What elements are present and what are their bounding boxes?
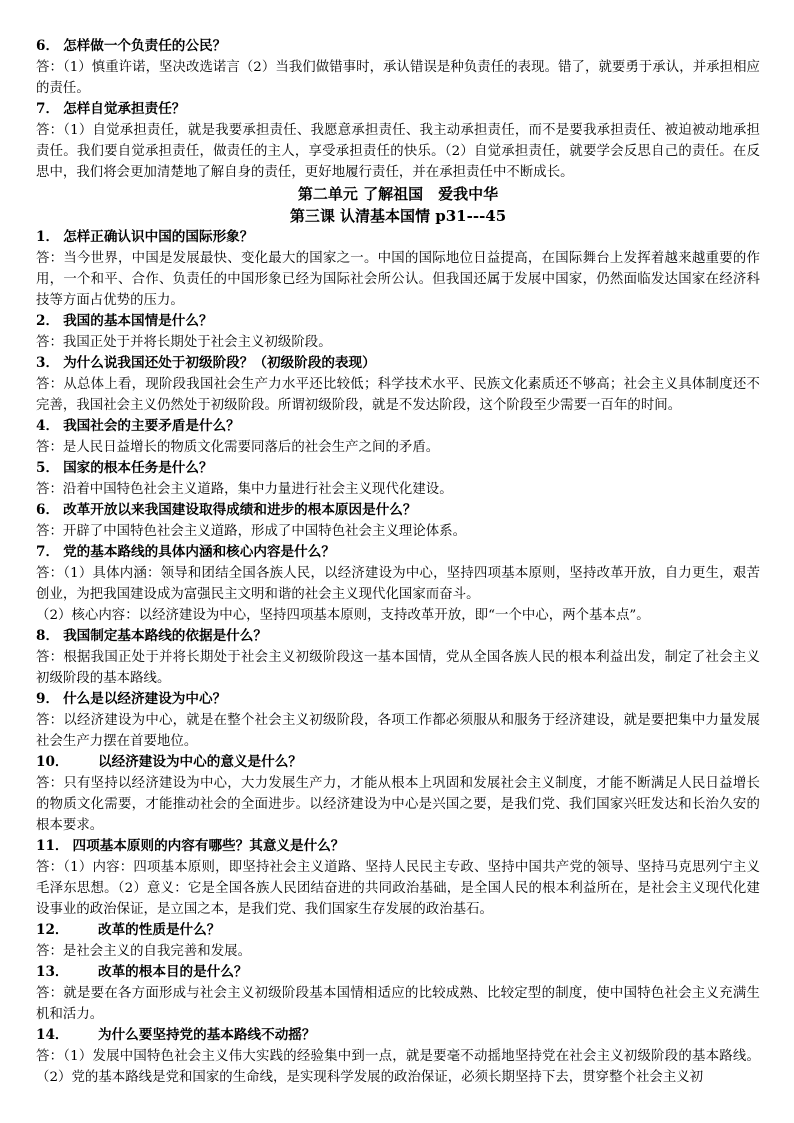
answer: 答：根据我国正处于并将长期处于社会主义初级阶段这一基本国情，党从全国各族人民的根本利益出发，制定了社会主义初级阶段的基本路线。 [36,650,760,686]
qa-item [36,500,760,542]
question-number: 13． [36,964,69,980]
answer: 答：（1）发展中国特色社会主义伟大实践的经验集中到一点，就是要毫不动摇地坚持党在社会主义初级阶段的基本路线。（2）党的基本路线是党和国家的生命线，是实现科学发展的政治保证，必须长期坚持下去，贯穿整个社会主义初 [36,1049,760,1085]
qa-item [36,227,760,311]
question-number: 4． [36,418,60,434]
answer: 答：（1）具体内涵：领导和团结全国各族人民，以经济建设为中心，坚持四项基本原则，坚持改革开放，自力更生，艰苦创业，为把我国建设成为富强民主文明和谐的社会主义现代化国家而奋斗。 [36,566,760,602]
qa-item [36,311,760,353]
question-text: 改革的性质是什么？ [98,922,221,938]
answer: 答：当今世界，中国是发展最快、变化最大的国家之一。中国的国际地位日益提高，在国际舞台上发挥着越来越重要的作用，一个和平、合作、负责任的中国形象已经为国际社会所公认。但我国还属于发展中国家，仍然面临发达国家在经济科技等方面占优势的压力。 [36,251,760,308]
question-number: 7． [36,544,60,560]
question-text: 我国社会的主要矛盾是什么？ [63,418,240,434]
question [36,962,760,983]
question [36,626,760,647]
question [36,227,760,248]
question [36,36,760,57]
qa-item [36,99,760,183]
question-text: 党的基本路线的具体内涵和核心内容是什么？ [63,544,335,560]
qa-item [36,1025,760,1088]
answer: 答：开辟了中国特色社会主义道路，形成了中国特色社会主义理论体系。 [36,524,467,539]
answer-continued: （2）核心内容：以经济建设为中心，坚持四项基本原则，支持改革开放，即“一个中心，两个基本点”。 [36,608,650,623]
question-number: 6． [36,38,60,54]
question-number: 7． [36,101,60,117]
qa-item [36,458,760,500]
answer: 答：我国正处于并将长期处于社会主义初级阶段。 [36,335,332,350]
lesson-heading: 第三课 认清基本国情 p31---45 [289,207,507,225]
answer: 答：是社会主义的自我完善和发展。 [36,944,252,959]
qa-item [36,416,760,458]
question-number: 12． [36,922,69,938]
question-text: 四项基本原则的内容有哪些？其意义是什么？ [72,838,345,854]
qa-item [36,36,760,99]
answer: 答：就是要在各方面形成与社会主义初级阶段基本国情相适应的比较成熟、比较定型的制度，使中国特色社会主义充满生机和活力。 [36,986,760,1022]
answer: 答：沿着中国特色社会主义道路，集中力量进行社会主义现代化建设。 [36,482,453,497]
question-number: 2． [36,313,60,329]
question-number: 3． [36,355,60,371]
qa-item [36,752,760,836]
question-text: 怎样自觉承担责任？ [63,101,186,117]
question [36,689,760,710]
question [36,311,760,332]
question-number: 5． [36,460,60,476]
answer: 答：（1）慎重许诺，坚决改选诺言（2）当我们做错事时，承认错误是种负责任的表现。错了，就要勇于承认，并承担相应的责任。 [36,60,760,96]
answer: 答：以经济建设为中心，就是在整个社会主义初级阶段，各项工作都必须服从和服务于经济建设，就是要把集中力量发展社会生产力摆在首要地位。 [36,713,760,749]
question [36,500,760,521]
question [36,752,760,773]
question-text: 怎样正确认识中国的国际形象？ [63,229,254,245]
question [36,1025,760,1046]
question-number: 9． [36,691,60,707]
question-text: 为什么说我国还处于初级阶段？（初级阶段的表现） [63,355,376,371]
question-text: 改革开放以来我国建设取得成绩和进步的根本原因是什么？ [63,502,417,518]
question-text: 改革的根本目的是什么？ [98,964,248,980]
question [36,836,760,857]
question-text: 以经济建设为中心的意义是什么？ [98,754,302,770]
unit-heading: 第二单元 了解祖国 爱我中华 [297,185,499,203]
question-number: 6． [36,502,60,518]
question [36,920,760,941]
question-text: 国家的根本任务是什么？ [63,460,213,476]
question-number: 1． [36,229,60,245]
qa-item [36,689,760,752]
question [36,416,760,437]
question-number: 14． [36,1027,69,1043]
answer: 答：（1）自觉承担责任，就是我要承担责任、我愿意承担责任、我主动承担责任，而不是要我承担责任、被迫被动地承担责任。我们要自觉承担责任，做责任的主人，享受承担责任的快乐。（2）自觉承担责任，就要学会反思自己的责任。在反思中，我们将会更加清楚地了解自身的责任，更好地履行责任，并在承担责任中不断成长。 [36,123,760,180]
answer: 答：（1）内容：四项基本原则，即坚持社会主义道路、坚持人民民主专政、坚持中国共产党的领导、坚持马克思列宁主义毛泽东思想。（2）意义：它是全国各族人民团结奋进的共同政治基础，是全国人民的根本利益所在，是社会主义现代化建设事业的政治保证，是立国之本，是我们党、我们国家生存发展的政治基石。 [36,860,760,917]
qa-item [36,626,760,689]
qa-item [36,542,760,626]
question-text: 为什么要坚持党的基本路线不动摇？ [98,1027,316,1043]
question-text: 什么是以经济建设为中心？ [63,691,227,707]
question [36,458,760,479]
question-number: 8． [36,628,60,644]
qa-item [36,962,760,1025]
question [36,353,760,374]
question-text: 我国的基本国情是什么？ [63,313,213,329]
qa-item [36,353,760,416]
answer: 答：从总体上看，现阶段我国社会生产力水平还比较低；科学技术水平、民族文化素质还不够高；社会主义具体制度还不完善，我国社会主义仍然处于初级阶段。所谓初级阶段，就是不发达阶段，这个阶段至少需要一百年的时间。 [36,377,760,413]
question-number: 11． [36,838,69,854]
question [36,99,760,120]
qa-item [36,920,760,962]
question-text: 怎样做一个负责任的公民？ [63,38,227,54]
answer: 答：是人民日益增长的物质文化需要同落后的社会生产之间的矛盾。 [36,440,440,455]
question-text: 我国制定基本路线的依据是什么？ [63,628,267,644]
question-number: 10． [36,754,69,770]
qa-item [36,836,760,920]
question [36,542,760,563]
answer: 答：只有坚持以经济建设为中心，大力发展生产力，才能从根本上巩固和发展社会主义制度，才能不断满足人民日益增长的物质文化需要，才能推动社会的全面进步。以经济建设为中心是兴国之要，是我们党、我们国家兴旺发达和长治久安的根本要求。 [36,776,760,833]
